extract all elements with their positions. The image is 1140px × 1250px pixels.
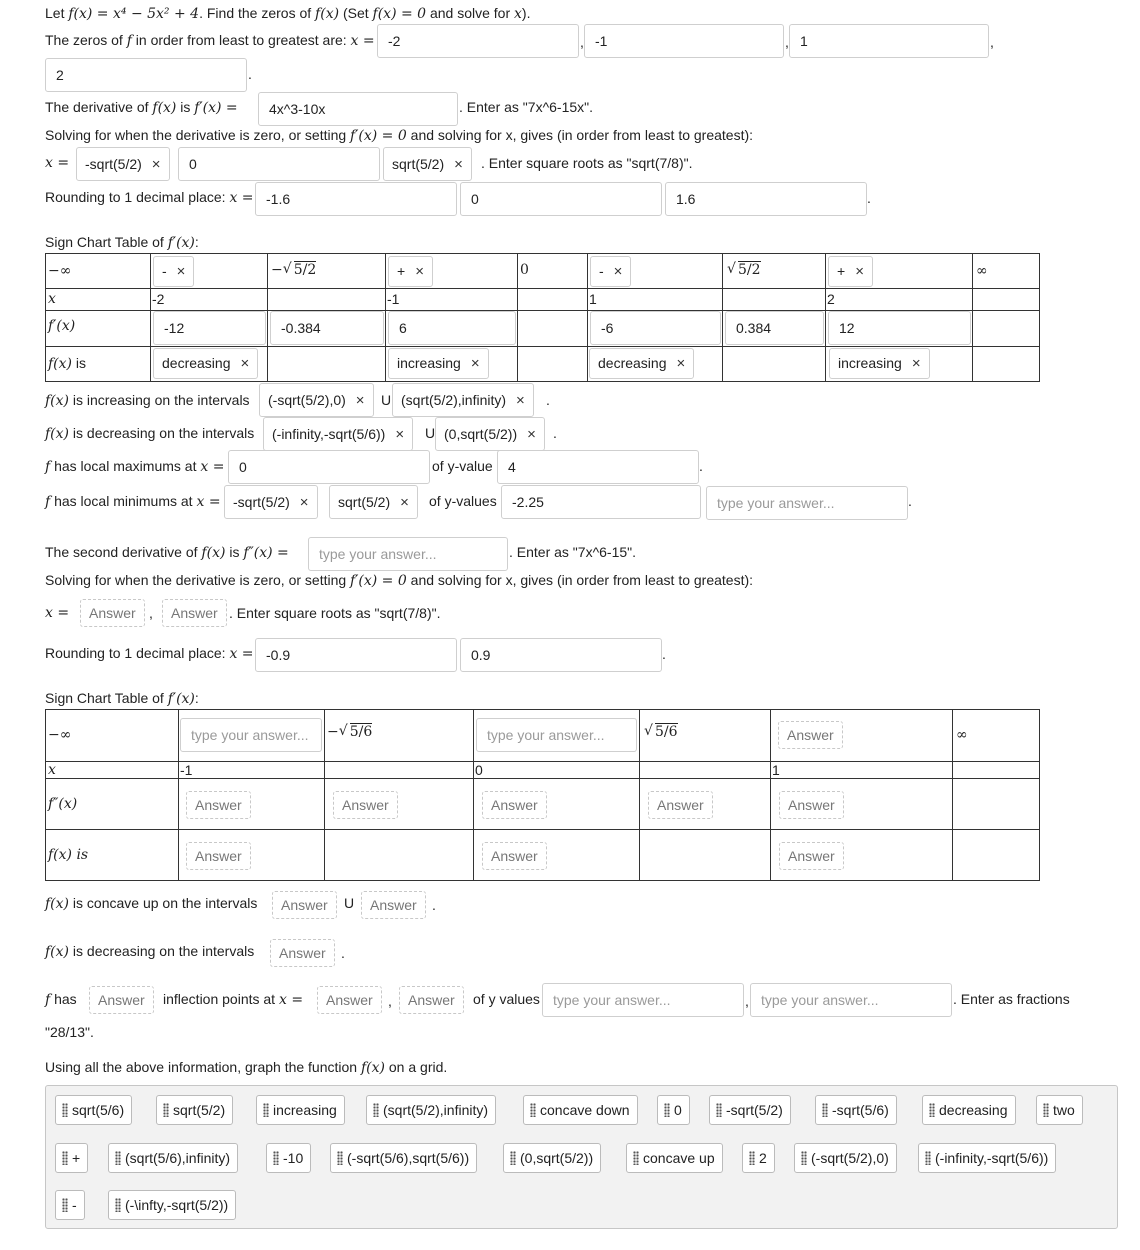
behavior-tag[interactable]: increasing × <box>388 348 489 379</box>
comma: , <box>580 34 584 50</box>
table-cell <box>722 288 826 311</box>
decreasing-interval-tag[interactable]: (-infinity,-sqrt(5/6)) × <box>263 417 413 451</box>
drag-handle-icon[interactable] <box>373 1103 379 1117</box>
table-cell <box>517 346 588 382</box>
table-cell <box>972 288 1040 311</box>
close-icon[interactable]: × <box>176 263 186 280</box>
derivative-label: The derivative of f(x) is f′(x) = <box>45 99 238 116</box>
drag-handle-icon[interactable] <box>530 1103 536 1117</box>
close-icon[interactable]: × <box>151 156 161 173</box>
neg-infinity: −∞ <box>48 263 72 279</box>
zero-input-1[interactable]: -2 <box>377 24 579 58</box>
answer-dropzone[interactable]: Answer <box>779 842 844 870</box>
answer-dropzone[interactable]: Answer <box>482 791 547 819</box>
inflection-rounded-input[interactable]: -0.9 <box>255 638 457 672</box>
increasing-interval-tag[interactable]: (sqrt(5/2),infinity) × <box>392 383 534 417</box>
critical-point-input[interactable]: 0 <box>178 147 380 181</box>
table-cell <box>952 761 1040 779</box>
test-x: -2 <box>152 291 165 307</box>
close-icon[interactable]: × <box>400 494 409 511</box>
close-icon[interactable]: × <box>516 392 525 409</box>
table-cell <box>45 761 179 779</box>
answer-dropzone[interactable]: Answer <box>399 986 464 1014</box>
answer-chip[interactable]: (sqrt(5/2),infinity) <box>366 1095 496 1125</box>
fprime-value-input[interactable]: 6 <box>388 311 516 345</box>
drag-handle-icon[interactable] <box>929 1103 935 1117</box>
zeros-label: The zeros of f in order from least to greatest are: x = <box>45 32 375 49</box>
zero-input-4[interactable]: 2 <box>45 58 247 92</box>
answer-chip[interactable]: (sqrt(5/6),infinity) <box>108 1143 238 1173</box>
answer-chip[interactable]: two <box>1036 1095 1083 1125</box>
sign-chart-2-title: Sign Chart Table of f′(x): <box>45 690 199 707</box>
period: . <box>867 190 871 206</box>
union-symbol: U <box>425 425 436 441</box>
drag-handle-icon[interactable] <box>263 1103 269 1117</box>
answer-chip[interactable]: (-sqrt(5/6),sqrt(5/6)) <box>330 1143 477 1173</box>
zeros-prompt: Let f(x) = x⁴ − 5x² + 4. Find the zeros of f(x) (Set f(x) = 0 and solve for x). <box>45 5 531 22</box>
y-values-label: of y values <box>473 991 540 1007</box>
inflection-label-b: inflection points at x = <box>163 991 304 1008</box>
local-min-label: f has local minimums at x = <box>45 493 221 510</box>
period: . <box>908 493 912 509</box>
answer-dropzone[interactable]: Answer <box>333 791 398 819</box>
sign-tag[interactable]: + × <box>828 256 873 287</box>
table-cell <box>517 288 588 311</box>
concave-decreasing-label: f(x) is decreasing on the intervals <box>45 943 255 960</box>
sign-tag[interactable]: - × <box>153 256 194 287</box>
answer-dropzone[interactable]: Answer <box>272 891 337 919</box>
answer-chip[interactable]: (0,sqrt(5/2)) <box>503 1143 601 1173</box>
table-cell <box>150 288 268 311</box>
decreasing-intervals-label: f(x) is decreasing on the intervals <box>45 425 255 442</box>
answer-dropzone[interactable]: Answer <box>186 842 251 870</box>
drag-handle-icon[interactable] <box>62 1198 68 1212</box>
answer-dropzone[interactable]: Answer <box>778 721 843 749</box>
drag-handle-icon[interactable] <box>115 1198 121 1212</box>
second-derivative-label: The second derivative of f(x) is f″(x) = <box>45 544 289 561</box>
test-x: 2 <box>827 291 835 307</box>
period: . <box>662 646 666 662</box>
answer-chip[interactable]: (-sqrt(5/2),0) <box>794 1143 897 1173</box>
sign-tag[interactable]: + × <box>388 256 433 287</box>
answer-dropzone[interactable]: Answer <box>162 599 227 627</box>
answer-dropzone[interactable]: Answer <box>186 791 251 819</box>
answer-dropzone[interactable]: Answer <box>80 599 145 627</box>
solving-label: Solving for when the derivative is zero, or setting f′(x) = 0 and solving for x, gives (in order from least to greatest): <box>45 127 754 144</box>
drag-handle-icon[interactable] <box>664 1103 670 1117</box>
neg-sqrt-5-2: −√ 5/2 <box>271 262 316 278</box>
union-symbol: U <box>381 392 392 408</box>
comma: , <box>745 993 749 1009</box>
inflection-label-a: f has <box>45 991 77 1008</box>
second-derivative-hint: . Enter as "7x^6-15". <box>509 544 637 560</box>
sign-input[interactable]: type your answer... <box>476 718 637 752</box>
answer-dropzone[interactable]: Answer <box>361 891 426 919</box>
behavior-tag[interactable]: decreasing × <box>589 348 694 379</box>
concave-up-label: f(x) is concave up on the intervals <box>45 895 258 912</box>
inflection-rounded-input[interactable]: 0.9 <box>460 638 662 672</box>
answer-dropzone[interactable]: Answer <box>648 791 713 819</box>
local-max-y-input[interactable]: 4 <box>497 450 699 484</box>
zero-value: 0 <box>520 262 529 278</box>
answer-dropzone[interactable]: Answer <box>482 842 547 870</box>
pos-infinity: ∞ <box>976 263 988 279</box>
fraction-example: "28/13". <box>45 1024 94 1040</box>
sqrt-hint-2: . Enter square roots as "sqrt(7/8)". <box>229 605 441 621</box>
table-cell <box>517 310 588 347</box>
answer-chip[interactable]: 2 <box>742 1143 775 1173</box>
period: . <box>341 945 345 961</box>
answer-dropzone[interactable]: Answer <box>779 791 844 819</box>
close-icon[interactable]: × <box>613 263 623 280</box>
table-cell <box>267 288 386 311</box>
zero-input-2[interactable]: -1 <box>584 24 784 58</box>
answer-chip[interactable]: -sqrt(5/6) <box>815 1095 897 1125</box>
answer-chip[interactable]: -sqrt(5/2) <box>709 1095 791 1125</box>
answer-dropzone[interactable]: Answer <box>317 986 382 1014</box>
answer-chip[interactable]: -10 <box>266 1143 311 1173</box>
x-equals: x = <box>45 605 70 621</box>
inflection-y-input[interactable]: type your answer... <box>542 983 744 1017</box>
table-cell <box>324 761 474 779</box>
rounded-input-2[interactable]: 0 <box>460 182 662 216</box>
comma: , <box>990 34 994 50</box>
decreasing-interval-tag[interactable]: (0,sqrt(5/2)) × <box>435 417 545 451</box>
answer-chip[interactable]: concave up <box>626 1143 723 1173</box>
close-icon[interactable]: × <box>299 494 309 511</box>
sqrt-hint: . Enter square roots as "sqrt(7/8)". <box>481 155 693 171</box>
local-max-label: f has local maximums at x = <box>45 458 225 475</box>
table-cell <box>972 310 1040 347</box>
answer-chip[interactable]: 0 <box>657 1095 690 1125</box>
row-label-x: x <box>48 291 56 307</box>
row-label-f-is: f(x) is <box>48 847 89 863</box>
table-cell <box>267 346 386 382</box>
answer-chip[interactable]: decreasing <box>922 1095 1016 1125</box>
increasing-interval-tag[interactable]: (-sqrt(5/2),0) × <box>259 383 374 417</box>
union-symbol: U <box>344 895 355 911</box>
drag-handle-icon[interactable] <box>115 1151 121 1165</box>
critical-point-tag-2[interactable]: sqrt(5/2) × <box>383 147 472 181</box>
drag-handle-icon[interactable] <box>925 1151 931 1165</box>
critical-point-tag-1[interactable]: -sqrt(5/2) × <box>76 147 170 181</box>
close-icon[interactable]: × <box>355 392 365 409</box>
comma: , <box>785 34 789 50</box>
close-icon[interactable]: × <box>395 426 405 443</box>
test-x: -1 <box>180 762 193 778</box>
local-min-x-tag[interactable]: sqrt(5/2) × <box>329 485 418 519</box>
local-min-y-input[interactable]: -2.25 <box>501 485 701 519</box>
table-cell <box>952 829 1040 881</box>
table-cell <box>324 829 474 881</box>
local-max-x-input[interactable]: 0 <box>228 450 430 484</box>
drag-handle-icon[interactable] <box>510 1151 516 1165</box>
table-cell <box>587 288 723 311</box>
drag-handle-icon[interactable] <box>62 1151 68 1165</box>
close-icon[interactable]: × <box>240 355 250 372</box>
drag-handle-icon[interactable] <box>633 1151 639 1165</box>
behavior-tag[interactable]: increasing × <box>829 348 930 379</box>
table-cell <box>825 288 973 311</box>
drag-handle-icon[interactable] <box>337 1151 343 1165</box>
test-x: 1 <box>589 291 597 307</box>
answer-chip[interactable]: (-infinity,-sqrt(5/6)) <box>918 1143 1056 1173</box>
rounded-input-1[interactable]: -1.6 <box>255 182 457 216</box>
row-label-x: x <box>48 762 56 778</box>
sqrt-5-2: √ 5/2 <box>727 262 761 278</box>
drag-handle-icon[interactable] <box>822 1103 828 1117</box>
table-cell <box>952 778 1040 830</box>
drag-handle-icon[interactable] <box>801 1151 807 1165</box>
table-cell <box>722 346 826 382</box>
period: . <box>432 897 436 913</box>
close-icon[interactable]: × <box>470 355 480 372</box>
fprime-value-input[interactable]: -0.384 <box>270 311 384 345</box>
local-min-x-tag[interactable]: -sqrt(5/2) × <box>224 485 318 519</box>
comma: , <box>149 605 153 621</box>
drag-handle-icon[interactable] <box>273 1151 279 1165</box>
row-label-f-is: f(x) is <box>48 355 87 372</box>
neg-infinity: −∞ <box>48 727 72 743</box>
x-equals: x = <box>45 155 70 171</box>
answer-dropzone[interactable]: Answer <box>89 986 154 1014</box>
row-label-fdoubleprime: f″(x) <box>48 796 78 812</box>
close-icon[interactable]: × <box>415 263 424 280</box>
drag-handle-icon[interactable] <box>163 1103 169 1117</box>
test-x: 0 <box>475 762 483 778</box>
table-cell <box>972 346 1040 382</box>
table-cell <box>45 288 151 311</box>
answer-chip[interactable]: increasing <box>256 1095 345 1125</box>
solving-label-2: Solving for when the derivative is zero, or setting f′(x) = 0 and solving for x, gives (in order from least to greatest): <box>45 572 754 589</box>
table-cell <box>639 829 771 881</box>
answer-chip[interactable]: (-\infty,-sqrt(5/2)) <box>108 1190 236 1220</box>
close-icon[interactable]: × <box>676 355 686 372</box>
fprime-value-input[interactable]: -6 <box>590 311 721 345</box>
local-min-y-input-2[interactable]: type your answer... <box>706 486 908 520</box>
inflection-y-input[interactable]: type your answer... <box>750 983 952 1017</box>
drag-handle-icon[interactable] <box>716 1103 722 1117</box>
close-icon[interactable]: × <box>527 426 536 443</box>
derivative-input[interactable]: 4x^3-10x <box>258 92 458 126</box>
answer-chip[interactable]: - <box>55 1190 85 1220</box>
sign-tag[interactable]: - × <box>590 256 631 287</box>
period: . <box>553 425 557 441</box>
fprime-value-input[interactable]: 0.384 <box>725 311 824 345</box>
second-derivative-input[interactable]: type your answer... <box>308 537 508 571</box>
drag-handle-icon[interactable] <box>749 1151 755 1165</box>
period: . <box>546 392 550 408</box>
graph-instruction: Using all the above information, graph the function f(x) on a grid. <box>45 1059 448 1076</box>
sign-input[interactable]: type your answer... <box>180 718 322 752</box>
table-cell <box>770 761 953 779</box>
answer-chip[interactable]: concave down <box>523 1095 638 1125</box>
behavior-tag[interactable]: decreasing × <box>153 348 258 379</box>
neg-sqrt-5-6: −√ 5/6 <box>327 724 372 740</box>
period: . <box>248 66 252 82</box>
zero-input-3[interactable]: 1 <box>789 24 989 58</box>
increasing-intervals-label: f(x) is increasing on the intervals <box>45 392 250 409</box>
drag-handle-icon[interactable] <box>62 1103 68 1117</box>
fprime-value-input[interactable]: 12 <box>828 311 971 345</box>
answer-chip[interactable]: sqrt(5/2) <box>156 1095 233 1125</box>
fraction-hint: . Enter as fractions <box>953 991 1070 1007</box>
max-y-label: of y-value <box>432 458 493 474</box>
test-x: 1 <box>772 762 780 778</box>
table-cell <box>473 761 640 779</box>
rounding-label: Rounding to 1 decimal place: x = <box>45 189 254 206</box>
period: . <box>699 458 703 474</box>
table-cell <box>639 761 771 779</box>
rounding-label-2: Rounding to 1 decimal place: x = <box>45 645 254 662</box>
close-icon[interactable]: × <box>855 263 864 280</box>
fprime-value-input[interactable]: -12 <box>153 311 266 345</box>
table-cell <box>178 761 325 779</box>
close-icon[interactable]: × <box>911 355 921 372</box>
comma: , <box>388 993 392 1009</box>
answer-dropzone[interactable]: Answer <box>270 939 335 967</box>
sign-chart-1-title: Sign Chart Table of f′(x): <box>45 234 199 251</box>
test-x: -1 <box>387 291 400 307</box>
derivative-hint: . Enter as "7x^6-15x". <box>459 99 594 115</box>
row-label-fprime: f′(x) <box>48 318 76 334</box>
drag-handle-icon[interactable] <box>1043 1103 1049 1117</box>
min-y-label: of y-values <box>429 493 497 509</box>
close-icon[interactable]: × <box>454 156 463 173</box>
table-cell <box>385 288 518 311</box>
sqrt-5-6: √ 5/6 <box>644 724 678 740</box>
pos-infinity: ∞ <box>956 727 968 743</box>
answer-chip[interactable]: sqrt(5/6) <box>55 1095 132 1125</box>
answer-chip[interactable]: + <box>55 1143 88 1173</box>
rounded-input-3[interactable]: 1.6 <box>665 182 867 216</box>
